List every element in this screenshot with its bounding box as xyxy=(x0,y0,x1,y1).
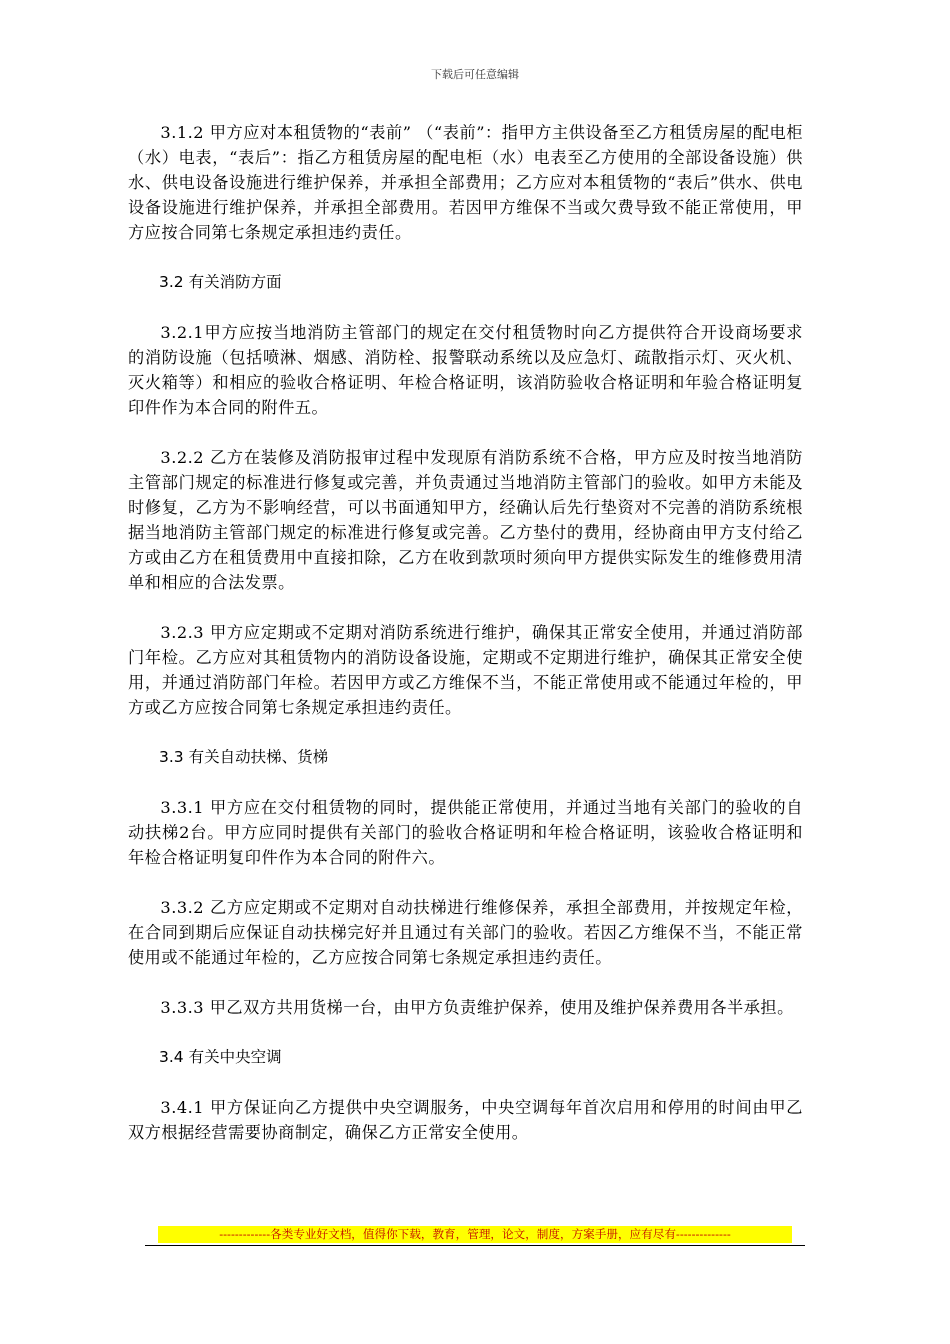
clause-3-2-3: 3.2.3 甲方应定期或不定期对消防系统进行维护，确保其正常安全使用，并通过消防部门年检。乙方应对其租赁物内的消防设备设施，定期或不定期进行维护，确保其正常安全使用，并通过消防部门年检。若因甲方或乙方维保不当，不能正常使用或不能通过年检的，甲方或乙方应按合同第七条规定承担违约责任。 xyxy=(128,623,803,717)
spacer xyxy=(128,1020,803,1045)
clause-3-3-1: 3.3.1 甲方应在交付租赁物的同时，提供能正常使用，并通过当地有关部门的验收的自动扶梯2台。甲方应同时提供有关部门的验收合格证明和年检合格证明，该验收合格证明和年检合格证明复印件作为本合同的附件六。 xyxy=(128,798,803,867)
document-body xyxy=(128,120,803,1145)
clause-3-3-3: 3.3.3 甲乙双方共用货梯一台，由甲方负责维护保养，使用及维护保养费用各半承担。 xyxy=(160,998,794,1017)
spacer xyxy=(128,245,803,270)
clause-3-2-2: 3.2.2 乙方在装修及消防报审过程中发现原有消防系统不合格，甲方应及时按当地消防主管部门规定的标准进行修复或完善，并负责通过当地消防主管部门的验收。如甲方未能及时修复，乙方为不影响经营，可以书面通知甲方，经确认后先行垫资对不完善的消防系统根据当地消防主管部门规定的标准进行修复或完善。乙方垫付的费用，经协商由甲方支付给乙方或由乙方在租赁费用中直接扣除，乙方在收到款项时须向甲方提供实际发生的维修费用清单和相应的合法发票。 xyxy=(128,448,803,592)
section-heading-3-3: 3.3 有关自动扶梯、货梯 xyxy=(159,748,329,766)
clause-3-2-1: 3.2.1甲方应按当地消防主管部门的规定在交付租赁物时向乙方提供符合开设商场要求的消防设施（包括喷淋、烟感、消防栓、报警联动系统以及应急灯、疏散指示灯、灭火机、灭火箱等）和相应的验收合格证明、年检合格证明，该消防验收合格证明和年验合格证明复印件作为本合同的附件五。 xyxy=(128,323,803,417)
footer-banner: -------------各类专业好文档，值得你下载，教育，管理，论文，制度，方案手册，应有尽有-------------- xyxy=(158,1226,792,1243)
section-heading-3-4: 3.4 有关中央空调 xyxy=(159,1048,282,1066)
spacer xyxy=(128,595,803,620)
spacer xyxy=(128,295,803,320)
footer-rule xyxy=(145,1245,805,1246)
spacer xyxy=(128,870,803,895)
spacer xyxy=(128,420,803,445)
spacer xyxy=(128,770,803,795)
spacer xyxy=(128,970,803,995)
spacer xyxy=(128,720,803,745)
clause-3-3-2: 3.3.2 乙方应定期或不定期对自动扶梯进行维修保养，承担全部费用，并按规定年检，在合同到期后应保证自动扶梯完好并且通过有关部门的验收。若因乙方维保不当，不能正常使用或不能通过年检的，乙方应按合同第七条规定承担违约责任。 xyxy=(128,898,803,967)
clause-3-4-1: 3.4.1 甲方保证向乙方提供中央空调服务，中央空调每年首次启用和停用的时间由甲乙双方根据经营需要协商制定，确保乙方正常安全使用。 xyxy=(128,1098,803,1142)
section-heading-3-2: 3.2 有关消防方面 xyxy=(159,273,282,291)
page-header: 下载后可任意编辑 xyxy=(431,68,519,81)
spacer xyxy=(128,1070,803,1095)
clause-3-1-2: 3.1.2 甲方应对本租赁物的“表前” （“表前”：指甲方主供设备至乙方租赁房屋的配电柜（水）电表，“表后”：指乙方租赁房屋的配电柜（水）电表至乙方使用的全部设备设施）供水、供电设备设施进行维护保养，并承担全部费用；乙方应对本租赁物的“表后”供水、供电设备设施进行维护保养，并承担全部费用。若因甲方维保不当或欠费导致不能正常使用，甲方应按合同第七条规定承担违约责任。 xyxy=(128,123,803,242)
